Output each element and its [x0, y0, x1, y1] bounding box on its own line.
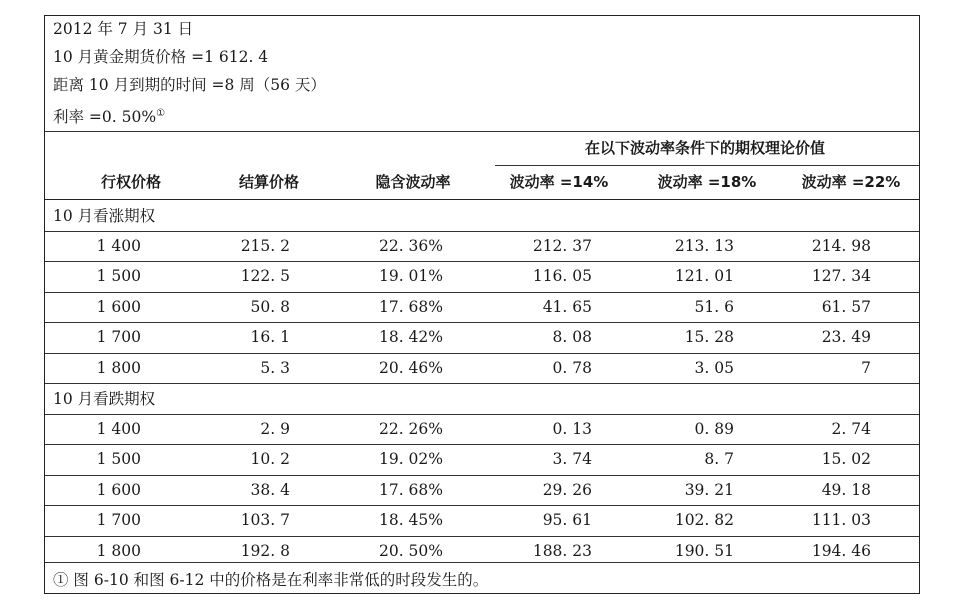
footnote: ① 图 6-10 和图 6-12 中的价格是在利率非常低的时段发生的。	[53, 571, 489, 589]
table-cell: 19. 02%	[378, 450, 443, 468]
table-cell: 1 500	[96, 450, 141, 468]
table-cell: 192. 8	[240, 541, 290, 560]
table-cell: 18. 42%	[378, 328, 443, 346]
table-cell: 188. 23	[532, 541, 592, 560]
section-title: 10 月看涨期权	[53, 207, 156, 225]
column-header: 波动率 =14%	[509, 173, 609, 191]
table-cell: 18. 45%	[378, 511, 443, 529]
interest-rate-line	[53, 104, 165, 127]
table-cell: 121. 01	[674, 267, 734, 285]
divider	[45, 131, 919, 132]
table-cell: 1 800	[96, 541, 141, 560]
table-cell: 122. 5	[240, 267, 290, 285]
header-rule	[45, 199, 919, 200]
table-cell: 1 800	[96, 358, 141, 377]
divider	[495, 165, 919, 166]
table-cell: 0. 89	[694, 419, 734, 438]
table-cell: 8. 7	[704, 450, 734, 468]
table-cell: 19. 01%	[378, 267, 443, 285]
table-cell: 1 400	[96, 419, 141, 438]
table-cell: 194. 46	[811, 541, 871, 560]
table-cell: 22. 26%	[378, 419, 443, 438]
table-cell: 5. 3	[260, 358, 290, 377]
interest-rate-text: 利率 =0. 50%	[53, 108, 157, 127]
options-table-document	[44, 15, 920, 594]
section-title: 10 月看跌期权	[53, 390, 156, 408]
table-cell: 51. 6	[694, 297, 734, 316]
table-cell: 15. 02	[821, 450, 871, 468]
table-cell: 1 600	[96, 297, 141, 316]
table-cell: 2. 74	[831, 419, 871, 438]
table-cell: 15. 28	[684, 328, 734, 346]
table-cell: 20. 50%	[378, 541, 443, 560]
group-header: 在以下波动率条件下的期权理论价值	[584, 139, 825, 157]
table-cell: 102. 82	[674, 511, 734, 529]
row-divider	[45, 353, 919, 354]
table-cell: 212. 37	[532, 236, 592, 255]
row-divider	[45, 536, 919, 537]
table-cell: 39. 21	[684, 480, 734, 499]
table-cell: 127. 34	[811, 267, 871, 285]
table-cell: 49. 18	[821, 480, 871, 499]
table-cell: 41. 65	[542, 297, 592, 316]
row-divider	[45, 444, 919, 445]
table-cell: 20. 46%	[378, 358, 443, 377]
table-cell: 95. 61	[542, 511, 592, 529]
time-to-expiry-line: 距离 10 月到期的时间 =8 周（56 天）	[53, 76, 326, 94]
column-header: 隐含波动率	[375, 173, 451, 191]
table-cell: 1 500	[96, 267, 141, 285]
row-divider	[45, 322, 919, 323]
table-cell: 3. 05	[694, 358, 734, 377]
row-divider	[45, 505, 919, 506]
table-cell: 0. 78	[552, 358, 592, 377]
table-cell: 111. 03	[811, 511, 871, 529]
footnote-marker: ①	[156, 108, 166, 119]
table-cell: 17. 68%	[378, 297, 443, 316]
table-cell: 8. 08	[552, 328, 592, 346]
table-cell: 38. 4	[250, 480, 290, 499]
table-cell: 1 400	[96, 236, 141, 255]
table-cell: 17. 68%	[378, 480, 443, 499]
table-cell: 116. 05	[532, 267, 592, 285]
divider	[45, 562, 919, 563]
column-header: 行权价格	[100, 173, 161, 191]
column-header: 结算价格	[238, 173, 299, 191]
table-cell: 215. 2	[240, 236, 290, 255]
table-cell: 1 600	[96, 480, 141, 499]
table-cell: 103. 7	[240, 511, 290, 529]
gold-futures-price-line: 10 月黄金期货价格 =1 612. 4	[53, 48, 269, 66]
row-divider	[45, 261, 919, 262]
row-divider	[45, 475, 919, 476]
table-cell: 1 700	[96, 328, 141, 346]
table-cell: 214. 98	[811, 236, 871, 255]
table-cell: 22. 36%	[378, 236, 443, 255]
row-divider	[45, 383, 919, 384]
row-divider	[45, 292, 919, 293]
row-divider	[45, 414, 919, 415]
table-cell: 23. 49	[821, 328, 871, 346]
table-cell: 190. 51	[674, 541, 734, 560]
table-cell: 50. 8	[250, 297, 290, 316]
table-cell: 0. 13	[552, 419, 592, 438]
row-divider	[45, 231, 919, 232]
column-header: 波动率 =22%	[801, 173, 901, 191]
table-cell: 7	[861, 358, 871, 377]
table-cell: 213. 13	[674, 236, 734, 255]
table-cell: 2. 9	[260, 419, 290, 438]
date-line: 2012 年 7 月 31 日	[53, 20, 194, 38]
table-cell: 1 700	[96, 511, 141, 529]
column-header: 波动率 =18%	[657, 173, 757, 191]
table-cell: 61. 57	[821, 297, 871, 316]
table-cell: 29. 26	[542, 480, 592, 499]
table-cell: 16. 1	[250, 328, 290, 346]
table-cell: 10. 2	[250, 450, 290, 468]
table-cell: 3. 74	[552, 450, 592, 468]
